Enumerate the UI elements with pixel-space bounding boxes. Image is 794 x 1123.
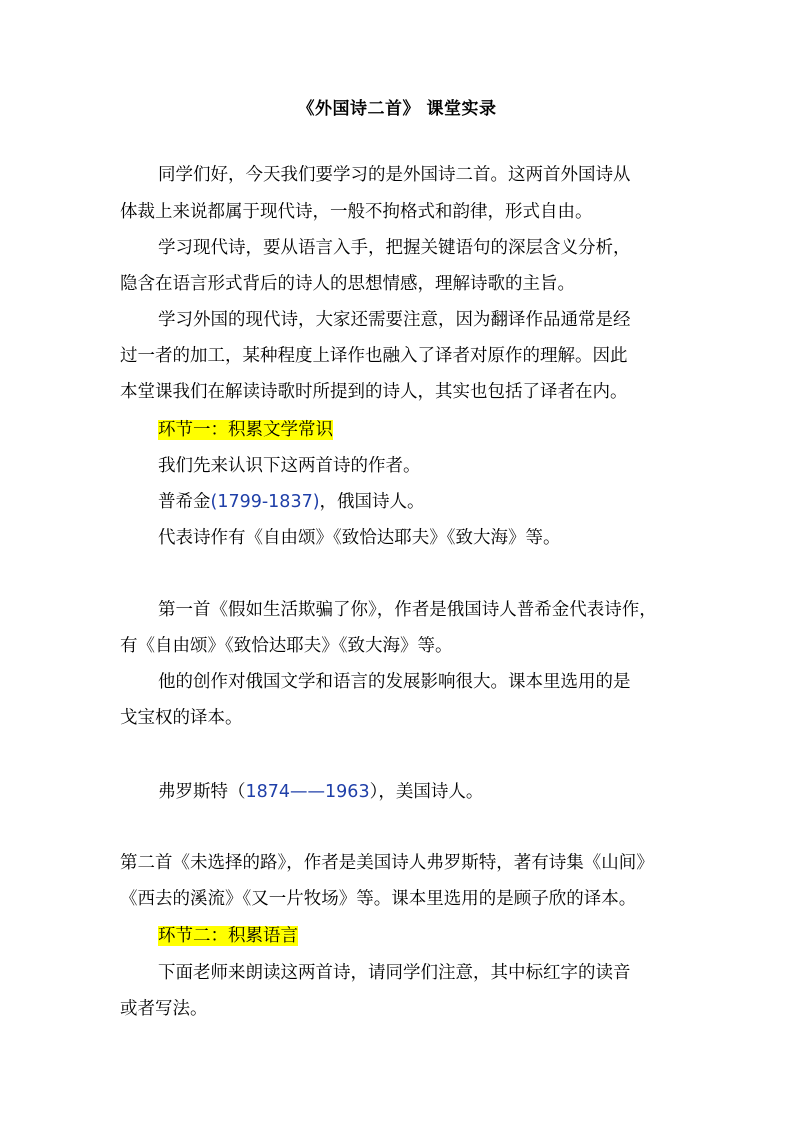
page-title: 《外国诗二首》 课堂实录 [297, 99, 497, 119]
paragraph-line: 有《自由颂》《致恰达耶夫》《致大海》等。 [120, 636, 453, 656]
paragraph-line: 过一者的加工，某种程度上译作也融入了译者对原作的理解。因此 [120, 346, 628, 366]
paragraph-line: 第一首《假如生活欺骗了你》，作者是俄国诗人普希金代表诗作， [158, 600, 657, 620]
paragraph-line: 戈宝权的译本。 [120, 708, 243, 728]
author-name: 普希金 [158, 492, 211, 512]
paragraph-line: 隐含在语言形式背后的诗人的思想情感，理解诗歌的主旨。 [120, 274, 575, 294]
author-years: (1799-1837) [210, 492, 320, 512]
paragraph-line: 他的创作对俄国文学和语言的发展影响很大。课本里选用的是 [158, 672, 631, 692]
paragraph-line: 同学们好，今天我们要学习的是外国诗二首。这两首外国诗从 [158, 165, 631, 185]
paragraph-line: 本堂课我们在解读诗歌时所提到的诗人，其实也包括了译者在内。 [120, 382, 628, 402]
section-heading-1 [158, 418, 333, 442]
author-frost-line [158, 780, 483, 804]
paragraph-line: 学习外国的现代诗，大家还需要注意，因为翻译作品通常是经 [158, 310, 631, 330]
paragraph-line: 《西去的溪流》《又一片牧场》等。课本里选用的是顾子欣的译本。 [120, 889, 637, 909]
author-pushkin-line [158, 490, 425, 514]
paragraph-line: 代表诗作有《自由颂》《致恰达耶夫》《致大海》等。 [158, 528, 561, 548]
author-desc: ，俄国诗人。 [319, 492, 425, 512]
paragraph-line: 或者写法。 [120, 999, 208, 1019]
paragraph-line: 我们先来认识下这两首诗的作者。 [158, 456, 421, 476]
paragraph-line: 下面老师来朗读这两首诗，请同学们注意，其中标红字的读音 [158, 963, 631, 983]
author-name: 弗罗斯特（ [158, 782, 246, 802]
highlighted-heading: 环节一：积累文学常识 [158, 420, 333, 440]
paragraph-line: 第二首《未选择的路》，作者是美国诗人弗罗斯特，著有诗集《山间》 [120, 853, 654, 873]
author-desc: ），美国诗人。 [369, 782, 484, 802]
section-heading-2 [158, 924, 298, 948]
paragraph-line: 体裁上来说都属于现代诗，一般不拘格式和韵律，形式自由。 [120, 202, 593, 222]
highlighted-heading: 环节二：积累语言 [158, 926, 298, 946]
author-years: 1874——1963 [245, 782, 370, 802]
paragraph-line: 学习现代诗，要从语言入手，把握关键语句的深层含义分析， [158, 238, 631, 258]
